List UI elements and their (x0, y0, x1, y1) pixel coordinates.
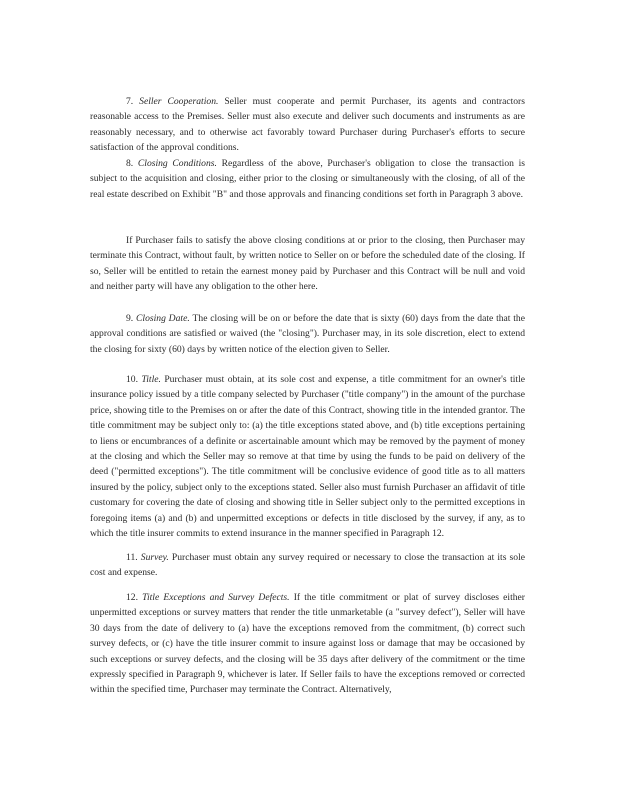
paragraph-heading: Closing Conditions. (137, 158, 217, 169)
paragraph-8: 8. Closing Conditions. Regardless of the above, Purchaser's obligation to close the transaction is subject to the acquisition and closing, either prior to the closing or simultaneously with the closing, of all of the real estate described on Exhibit "B" and those approvals and financing conditions set forth in Paragraph 3 above. (90, 158, 525, 200)
paragraph-heading: Seller Cooperation. (139, 96, 219, 107)
paragraph-10: 10. Title. Purchaser must obtain, at its sole cost and expense, a title commitment for an owner's title insurance policy issued by a title company selected by Purchaser ("title company") in the amount of the purchase price, showing title to the Premises on or after the date of this Contract, showing title in the intended grantor. The title commitment may be subject only to: (a) the title exceptions stated above, and (b) title exceptions pertaining to liens or encumbrances of a definite or ascertainable amount which may be removed by the payment of money at the closing and which the Seller may so remove at that time by using the funds to be paid on delivery of the deed ("permitted exceptions"). The title commitment will be conclusive evidence of good title as to all matters insured by the policy, subject only to the exceptions stated. Seller also must furnish Purchaser an affidavit of title customary for covering the date of closing and showing title in Seller subject only to the permitted exceptions in foregoing items (a) and (b) and unpermitted exceptions or defects in title disclosed by the survey, if any, as to which the title insurer commits to extend insurance in the manner specified in Paragraph 12. (90, 374, 525, 540)
paragraph-8-continuation: If Purchaser fails to satisfy the above closing conditions at or prior to the closing, then Purchaser may terminate this Contract, without fault, by written notice to Seller on or before the scheduled date of the closing. If so, Seller will be entitled to retain the earnest money paid by Purchaser and this Contract will be null and void and neither party will have any obligation to the other here. (90, 235, 525, 293)
paragraph-12: 12. Title Exceptions and Survey Defects. If the title commitment or plat of survey discloses either unpermitted exceptions or survey matters that render the title unmarketable (a "survey defect"), Seller will have 30 days from the date of delivery to (a) have the exceptions removed from the commitment, (b) correct such survey defects, or (c) have the title insurer commit to insure against loss or damage that may be occasioned by such exceptions or survey defects, and the closing will be 35 days after delivery of the commitment or the time expressly specified in Paragraph 9, whichever is later. If Seller fails to have the exceptions removed or corrected within the specified time, Purchaser may terminate the Contract. Alternatively, (90, 592, 525, 696)
paragraph-7: 7. Seller Cooperation. Seller must cooperate and permit Purchaser, its agents and contractors reasonable access to the Premises. Seller must also execute and deliver such documents and instruments as are reasonably necessary, and to otherwise act favorably toward Purchaser during Purchaser's efforts to secure satisfaction of the approval conditions. (90, 96, 525, 154)
paragraph-heading: Title. (141, 374, 161, 385)
paragraph-heading: Closing Date. (136, 313, 190, 324)
paragraph-heading: Survey. (140, 552, 169, 563)
paragraph-9: 9. Closing Date. The closing will be on or before the date that is sixty (60) days from the date that the approval conditions are satisfied or waived (the "closing"). Purchaser may, in its sole discretion, elect to extend the closing for sixty (60) days by written notice of the election given to Seller. (90, 313, 525, 355)
paragraph-heading: Title Exceptions and Survey Defects. (142, 592, 290, 603)
paragraph-11: 11. Survey. Purchaser must obtain any survey required or necessary to close the transaction at its sole cost and expense. (90, 552, 526, 579)
